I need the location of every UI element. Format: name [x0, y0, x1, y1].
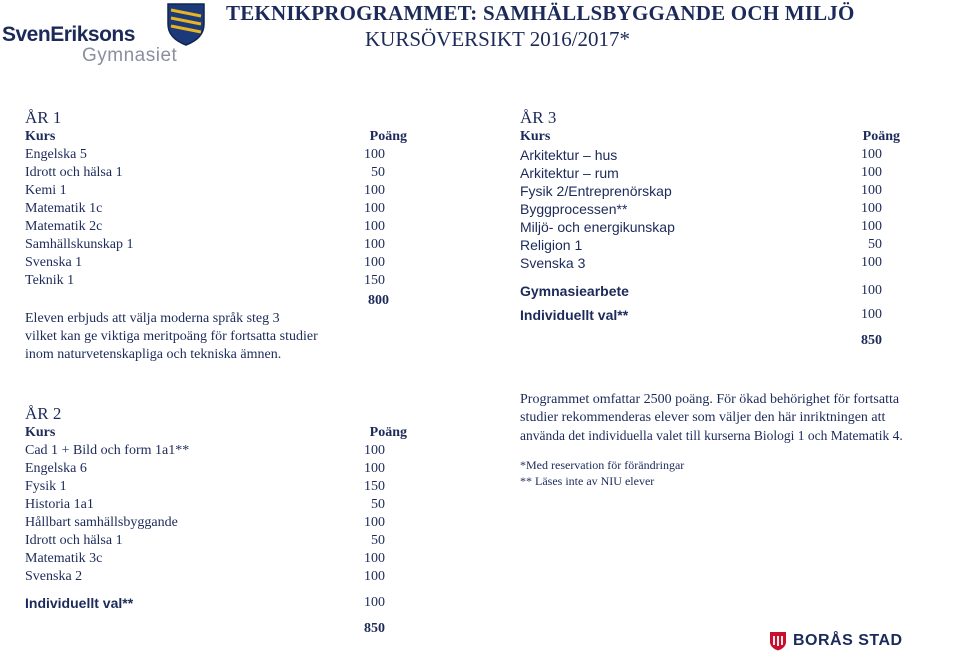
- course-row: [25, 532, 385, 550]
- course-column-header: Kurs: [25, 425, 56, 440]
- course-name: Individuellt val**: [520, 307, 629, 323]
- course-name: Samhällskunskap 1: [25, 237, 134, 252]
- course-row: [25, 568, 385, 586]
- course-name: Kemi 1: [25, 183, 67, 198]
- year1-total: 800: [368, 293, 389, 308]
- course-row: [25, 442, 385, 460]
- course-row: [520, 182, 882, 200]
- year2-heading: ÅR 2: [25, 404, 62, 423]
- year2-extra-row: [25, 594, 385, 612]
- year1-total-row: [25, 292, 407, 310]
- school-logo: [0, 0, 210, 70]
- info-line: Programmet omfattar 2500 poäng. För ökad behörighet för fortsatta: [520, 392, 900, 407]
- course-points: 100: [364, 219, 385, 234]
- year1-header-row: [25, 128, 407, 146]
- course-row: [520, 254, 882, 272]
- page-title: TEKNIKPROGRAMMET: SAMHÄLLSBYGGANDE OCH MILJÖ: [226, 1, 855, 25]
- course-points: 100: [861, 255, 882, 270]
- course-points: 100: [364, 147, 385, 162]
- course-points: 100: [861, 201, 882, 216]
- course-points: 100: [364, 551, 385, 566]
- course-name: Byggprocessen**: [520, 201, 628, 217]
- course-name: Svenska 1: [25, 255, 83, 270]
- note-line: inom naturvetenskapliga och tekniska ämnen.: [25, 347, 282, 362]
- course-row: [25, 164, 385, 182]
- course-row: [520, 236, 882, 254]
- course-row: [25, 272, 385, 290]
- course-name: Idrott och hälsa 1: [25, 533, 123, 548]
- course-name: Cad 1 + Bild och form 1a1**: [25, 443, 190, 458]
- course-row: [520, 200, 882, 218]
- note-line: Eleven erbjuds att välja moderna språk steg 3: [25, 311, 280, 326]
- course-name: Idrott och hälsa 1: [25, 165, 123, 180]
- course-name: Svenska 3: [520, 255, 586, 271]
- course-points: 100: [861, 183, 882, 198]
- course-points: 100: [364, 515, 385, 530]
- course-row: [25, 236, 385, 254]
- course-row: [25, 146, 385, 164]
- boras-crest-icon: [769, 631, 787, 651]
- year3-section: [520, 108, 900, 350]
- course-points: 100: [364, 183, 385, 198]
- course-points: 100: [861, 307, 882, 322]
- course-name: Engelska 6: [25, 461, 87, 476]
- course-row: [25, 460, 385, 478]
- course-name: Matematik 2c: [25, 219, 103, 234]
- course-row: [25, 478, 385, 496]
- course-column-header: Kurs: [25, 129, 56, 144]
- course-points: 100: [364, 461, 385, 476]
- logo-subname: Gymnasiet: [82, 45, 178, 66]
- course-points: 150: [364, 479, 385, 494]
- note-line: vilket kan ge viktiga meritpoäng för fortsatta studier: [25, 329, 318, 344]
- footnote-niu: ** Läses inte av NIU elever: [520, 474, 655, 488]
- course-row: [25, 254, 385, 272]
- course-row: [520, 218, 882, 236]
- course-row: [520, 164, 882, 182]
- course-points: 50: [371, 497, 385, 512]
- course-row: [25, 218, 385, 236]
- course-name: Matematik 1c: [25, 201, 103, 216]
- course-points: 50: [868, 237, 882, 252]
- year1-section: [25, 108, 407, 364]
- course-points: 150: [364, 273, 385, 288]
- course-column-header: Kurs: [520, 129, 551, 144]
- year2-total: 850: [364, 621, 385, 636]
- year2-total-row: [25, 620, 385, 638]
- course-row: [25, 496, 385, 514]
- course-row: [25, 182, 385, 200]
- year3-total: 850: [861, 333, 882, 348]
- course-points: 100: [364, 443, 385, 458]
- page-subtitle: KURSÖVERSIKT 2016/2017*: [365, 27, 631, 51]
- year2-section: [25, 404, 407, 638]
- course-name: Teknik 1: [25, 273, 75, 288]
- points-column-header: Poäng: [369, 129, 407, 144]
- course-name: Hållbart samhällsbyggande: [25, 515, 178, 530]
- footnote-reservation: *Med reservation för förändringar: [520, 458, 685, 472]
- course-points: 100: [861, 283, 882, 298]
- course-points: 100: [364, 201, 385, 216]
- program-info: [520, 391, 958, 489]
- year2-header-row: [25, 424, 407, 442]
- info-line: studier rekommenderas elever som väljer den här inriktningen att: [520, 410, 886, 425]
- course-name: Engelska 5: [25, 147, 87, 162]
- course-points: 100: [861, 165, 882, 180]
- course-name: Fysik 1: [25, 479, 67, 494]
- course-name: Religion 1: [520, 237, 583, 253]
- year3-gymnasiearbete-row: [520, 282, 882, 300]
- course-row: [25, 550, 385, 568]
- logo-name: SvenEriksons: [2, 23, 135, 46]
- course-name: Svenska 2: [25, 569, 83, 584]
- course-points: 100: [861, 219, 882, 234]
- shield-icon: [166, 2, 206, 46]
- year3-heading: ÅR 3: [520, 108, 557, 127]
- points-column-header: Poäng: [369, 425, 407, 440]
- course-points: 100: [364, 595, 385, 610]
- course-row: [25, 200, 385, 218]
- year3-total-row: [520, 332, 882, 350]
- boras-stad-text: BORÅS STAD: [793, 632, 903, 649]
- course-row: [520, 146, 882, 164]
- course-name: Arkitektur – rum: [520, 165, 619, 181]
- course-name: Arkitektur – hus: [520, 147, 618, 163]
- course-points: 100: [861, 147, 882, 162]
- points-column-header: Poäng: [862, 129, 900, 144]
- course-points: 100: [364, 569, 385, 584]
- course-points: 100: [364, 237, 385, 252]
- course-name: Individuellt val**: [25, 595, 134, 611]
- year3-header-row: [520, 128, 900, 146]
- course-name: Gymnasiearbete: [520, 283, 629, 299]
- course-points: 50: [371, 165, 385, 180]
- info-line: använda det individuella valet till kurserna Biologi 1 och Matematik 4.: [520, 428, 903, 443]
- year1-heading: ÅR 1: [25, 108, 62, 127]
- course-name: Miljö- och energikunskap: [520, 219, 675, 235]
- course-name: Historia 1a1: [25, 497, 94, 512]
- course-points: 100: [364, 255, 385, 270]
- course-name: Fysik 2/Entreprenörskap: [520, 183, 672, 199]
- year1-note: [25, 310, 407, 364]
- course-points: 50: [371, 533, 385, 548]
- course-name: Matematik 3c: [25, 551, 103, 566]
- course-row: [25, 514, 385, 532]
- year3-extra-row: [520, 306, 882, 324]
- boras-stad-logo: [769, 631, 903, 651]
